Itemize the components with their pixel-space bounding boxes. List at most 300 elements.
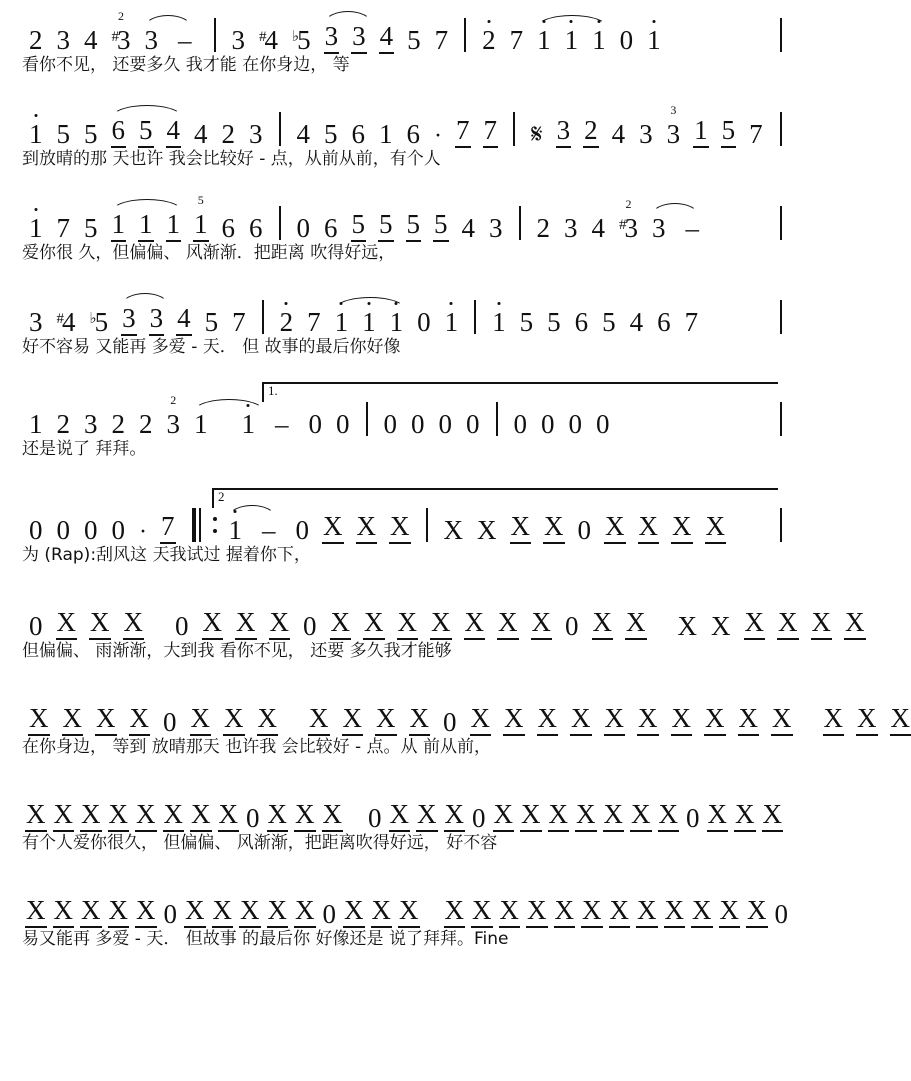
rap-note: X (80, 801, 102, 832)
barline (279, 112, 281, 146)
aug-dash: – (685, 215, 701, 242)
note: 7 (455, 117, 471, 148)
note: 2 (536, 215, 552, 242)
repeat-dots (210, 508, 222, 542)
note: 4 (176, 305, 192, 336)
rap-note: X (95, 705, 117, 736)
note-row-4 (22, 296, 782, 336)
rap-note: X (671, 513, 693, 544)
rap-note: X (823, 705, 845, 736)
note: 6 (574, 309, 590, 336)
rap-note: X (548, 801, 570, 832)
rap-note: X (592, 609, 614, 640)
note: 4 (591, 215, 607, 242)
note: 3 (149, 305, 165, 336)
rap-note: X (444, 897, 466, 928)
note: 4 (83, 27, 99, 54)
rap-note: X (108, 801, 130, 832)
rap-note: 0 (28, 613, 44, 640)
rap-note: 0 (162, 709, 178, 736)
lyric-row-9 (22, 834, 782, 864)
sheet-music-page (0, 14, 800, 1081)
rap-note: X (604, 513, 626, 544)
note: 5 (204, 309, 220, 336)
note-row-2 (22, 108, 782, 148)
rap-note: 0 (367, 805, 383, 832)
note: 7 (56, 215, 72, 242)
barline (780, 206, 782, 240)
rap-note: X (53, 801, 75, 832)
note: 0 (28, 517, 44, 544)
barline (262, 300, 264, 334)
note: 0 (295, 517, 311, 544)
rap-note: X (777, 609, 799, 640)
system-6 (0, 504, 800, 576)
rap-note: X (554, 897, 576, 928)
note: 7 (434, 27, 450, 54)
rap-note: X (464, 609, 486, 640)
note: 7 (306, 309, 322, 336)
volta-label: 2 (218, 489, 225, 504)
note: 3 (28, 309, 44, 336)
rap-note: X (294, 801, 316, 832)
note: ♭5 (291, 27, 312, 54)
rap-note: X (363, 609, 385, 640)
note-row-7 (22, 600, 782, 640)
note: 0 (438, 411, 454, 438)
note: 0 (465, 411, 481, 438)
rap-note: X (343, 897, 365, 928)
rap-note: X (389, 513, 411, 544)
rap-note: 0 (685, 805, 701, 832)
rap-note: X (322, 801, 344, 832)
note: 7 (483, 117, 499, 148)
rap-note: X (503, 705, 525, 736)
note: 4 (611, 121, 627, 148)
note: 1 (28, 215, 44, 242)
rap-note: X (135, 801, 157, 832)
aug-dash: – (177, 27, 193, 54)
system-3 (0, 202, 800, 274)
rap-note: X (108, 897, 130, 928)
rap-note: X (811, 609, 833, 640)
rap-note: X (704, 705, 726, 736)
rap-note: X (202, 609, 224, 640)
rap-note: X (135, 897, 157, 928)
rap-note: X (658, 801, 680, 832)
rap-note: 0 (302, 613, 318, 640)
note-row-3 (22, 202, 782, 242)
note: 1 (389, 309, 405, 336)
note: 4 (461, 215, 477, 242)
rap-note: 0 (774, 901, 790, 928)
note: 5 (721, 117, 737, 148)
note: 0 (513, 411, 529, 438)
note: 3 (556, 117, 572, 148)
rap-note: X (575, 801, 597, 832)
note: 3 (56, 27, 72, 54)
rap-note: 0 (322, 901, 338, 928)
note: 0 (56, 517, 72, 544)
note: 1 (361, 309, 377, 336)
note: 0 (540, 411, 556, 438)
note: 5 1 (193, 211, 209, 242)
note: #4 (258, 27, 279, 54)
system-8 (0, 696, 800, 768)
note: 1 (28, 121, 44, 148)
note: 4 (379, 23, 395, 54)
rap-note: X (267, 801, 289, 832)
note: 1 (693, 117, 709, 148)
note: 5 (83, 121, 99, 148)
rap-note: X (294, 897, 316, 928)
rap-note: X (499, 897, 521, 928)
rap-note: X (707, 801, 729, 832)
rap-note: X (526, 897, 548, 928)
system-5 (0, 398, 800, 470)
barline (426, 508, 428, 542)
note: 2 (138, 411, 154, 438)
lyric-row-1 (22, 56, 782, 86)
rap-note: X (705, 513, 727, 544)
rap-note: X (239, 897, 261, 928)
note: 6 (656, 309, 672, 336)
note-row-1 (22, 14, 782, 54)
volta-bracket-2 (212, 488, 778, 508)
rap-note: X (637, 705, 659, 736)
note-row-8 (22, 696, 782, 736)
duration-dot: · (138, 520, 148, 544)
note: 3 (651, 215, 667, 242)
rap-note: X (691, 897, 713, 928)
note: 2 (28, 27, 44, 54)
rap-note: X (342, 705, 364, 736)
rap-note: X (510, 513, 532, 544)
note: 3 (231, 27, 247, 54)
rap-note: 0 (471, 805, 487, 832)
note: 6 (248, 215, 264, 242)
barline (464, 18, 466, 52)
lyric-text: 还是说了 拜拜。 (22, 440, 146, 459)
note: 1 (444, 309, 460, 336)
rap-note: X (330, 609, 352, 640)
lyric-row-3 (22, 244, 782, 274)
rap-note: X (389, 801, 411, 832)
note-row-10 (22, 888, 782, 928)
note: 0 (568, 411, 584, 438)
note: 7 (509, 27, 525, 54)
note: 5 (378, 211, 394, 242)
note: 3 (248, 121, 264, 148)
rap-note: X (409, 705, 431, 736)
rap-note: X (710, 613, 732, 640)
note: 3 (324, 23, 340, 54)
note: 0 (619, 27, 635, 54)
volta-bracket-1 (262, 382, 778, 402)
note: 4 (296, 121, 312, 148)
rap-note: X (677, 613, 699, 640)
rap-note: X (212, 897, 234, 928)
note: 3 (638, 121, 654, 148)
rap-note: X (398, 897, 420, 928)
note: 5 (433, 211, 449, 242)
barline (279, 206, 281, 240)
rap-note: X (80, 897, 102, 928)
rap-note: X (762, 801, 784, 832)
rap-note: 0 (174, 613, 190, 640)
note: 1 (193, 411, 209, 438)
rap-note: X (636, 897, 658, 928)
lyric-text: 有个人爱你很久， 但偏偏、 风渐渐，把距离吹得好远， 好不容 (22, 834, 497, 853)
rap-note: X (570, 705, 592, 736)
note: 0 (111, 517, 127, 544)
barline (519, 206, 521, 240)
rap-note: X (190, 705, 212, 736)
note: 3 (351, 23, 367, 54)
note: 0 (308, 411, 324, 438)
note: 1 (646, 27, 662, 54)
rap-note: X (308, 705, 330, 736)
rap-note: X (444, 801, 466, 832)
rap-note: X (609, 897, 631, 928)
rap-note: X (430, 609, 452, 640)
note: 1 (111, 211, 127, 242)
system-1 (0, 14, 800, 86)
note: 3 (144, 27, 160, 54)
rap-note: X (581, 897, 603, 928)
barline (780, 300, 782, 334)
rap-note: 0 (245, 805, 261, 832)
rap-note: X (630, 801, 652, 832)
note: 6 (221, 215, 237, 242)
barline (780, 508, 782, 542)
rap-note: X (664, 897, 686, 928)
lyric-text: 到放晴的那 天也许 我会比较好 - 点，从前从前，有个人 (22, 150, 441, 169)
note: 5 (546, 309, 562, 336)
lyric-text: 好不容易 又能再 多爱 - 天． 但 故事的最后你好像 (22, 338, 401, 357)
note: 0 (296, 215, 312, 242)
rap-note: X (603, 801, 625, 832)
repeat-barline (192, 508, 196, 542)
rap-note: X (771, 705, 793, 736)
rap-note: X (267, 897, 289, 928)
rap-note: X (25, 801, 47, 832)
note: 4 (193, 121, 209, 148)
rap-note: X (476, 517, 498, 544)
note: 5 (138, 117, 154, 148)
note: 5 (406, 211, 422, 242)
note: 1 (591, 27, 607, 54)
rap-note: X (638, 513, 660, 544)
lyric-text: 为 (Rap):刮风这 天我试过 握着你下， (22, 546, 311, 565)
barline (513, 112, 515, 146)
note: 1 (241, 411, 257, 438)
rap-note: X (235, 609, 257, 640)
note: 1 (378, 121, 394, 148)
note: 5 (601, 309, 617, 336)
system-4 (0, 296, 800, 368)
lyric-text: 爱你很 久，但偏偏、 风渐渐．把距离 吹得好远， (22, 244, 395, 263)
note: 0 (416, 309, 432, 336)
note: 0 (595, 411, 611, 438)
note: 6 (323, 215, 339, 242)
note: 1 (28, 411, 44, 438)
rap-note: X (470, 705, 492, 736)
rap-note: X (356, 513, 378, 544)
rap-note: X (416, 801, 438, 832)
note: 1 (491, 309, 507, 336)
rap-note: X (844, 609, 866, 640)
barline (496, 402, 498, 436)
rap-note: X (322, 513, 344, 544)
note: 1 (166, 211, 182, 242)
note-row-6 (22, 504, 782, 544)
note: 1 (564, 27, 580, 54)
duration-dot: · (433, 124, 443, 148)
rap-note: X (746, 897, 768, 928)
rap-note: X (493, 801, 515, 832)
rap-note: 0 (564, 613, 580, 640)
rap-note: X (471, 897, 493, 928)
note: 3 (83, 411, 99, 438)
note: ♭5 (89, 309, 110, 336)
note: 1 (138, 211, 154, 242)
note-row-9 (22, 792, 782, 832)
note: 3 (488, 215, 504, 242)
rap-note: X (53, 897, 75, 928)
system-7 (0, 600, 800, 672)
rap-note: X (28, 705, 50, 736)
rap-note: X (734, 801, 756, 832)
rap-note: X (269, 609, 291, 640)
rap-note: 0 (577, 517, 593, 544)
lyric-row-8 (22, 738, 782, 768)
note-row-5 (22, 398, 782, 438)
barline (199, 508, 201, 542)
rap-note: X (604, 705, 626, 736)
lyric-row-6 (22, 546, 782, 576)
lyric-row-7 (22, 642, 782, 672)
note: 6 (351, 121, 367, 148)
note: 5 (406, 27, 422, 54)
rap-note: X (257, 705, 279, 736)
rap-note: X (890, 705, 911, 736)
note: 7 (684, 309, 700, 336)
lyric-row-5 (22, 440, 782, 470)
rap-note: X (537, 705, 559, 736)
rap-note: X (856, 705, 878, 736)
note: 3 (563, 215, 579, 242)
note: 0 (335, 411, 351, 438)
segno-mark: 𝄋 (530, 121, 544, 148)
rap-note: X (719, 897, 741, 928)
note: 0 (83, 517, 99, 544)
rap-note: X (531, 609, 553, 640)
barline (366, 402, 368, 436)
note: 5 (351, 211, 367, 242)
note: #4 (56, 309, 77, 336)
rap-note: X (520, 801, 542, 832)
rap-note: 0 (163, 901, 179, 928)
lyric-text: 但偏偏、 雨渐渐，大到我 看你不见， 还要 多久我才能够 (22, 642, 452, 661)
rap-note: X (497, 609, 519, 640)
rap-note: X (443, 517, 465, 544)
note: 2 3 (166, 411, 182, 438)
rap-note: X (123, 609, 145, 640)
note: 3 3 (666, 121, 682, 148)
lyric-text: 看你不见， 还要多久 我才能 在你身边， 等 (22, 56, 350, 75)
system-10 (0, 888, 800, 960)
rap-note: X (397, 609, 419, 640)
system-9 (0, 792, 800, 864)
lyric-row-10 (22, 930, 782, 960)
note: 7 (748, 121, 764, 148)
note: 5 (519, 309, 535, 336)
rap-note: X (129, 705, 151, 736)
note: 3 (121, 305, 137, 336)
note: 7 (231, 309, 247, 336)
lyric-text: 易又能再 多爱 - 天． 但故事 的最后你 好像还是 说了拜拜。Fine (22, 930, 508, 949)
lyric-text: 在你身边， 等到 放晴那天 也许我 会比较好 - 点。从 前从前， (22, 738, 491, 757)
note: 0 (410, 411, 426, 438)
rap-note: X (375, 705, 397, 736)
volta-label: 1. (268, 383, 278, 398)
rap-note: X (89, 609, 111, 640)
aug-dash: – (274, 411, 290, 438)
note: 6 (406, 121, 422, 148)
rap-note: X (25, 897, 47, 928)
barline (780, 402, 782, 436)
note: 2 (111, 411, 127, 438)
barline (780, 18, 782, 52)
note: 2 (279, 309, 295, 336)
note: 2 (481, 27, 497, 54)
rap-note: X (184, 897, 206, 928)
note: 2 (221, 121, 237, 148)
barline (214, 18, 216, 52)
rap-note: 0 (442, 709, 458, 736)
rap-note: X (223, 705, 245, 736)
note: 4 (166, 117, 182, 148)
rap-note: X (625, 609, 647, 640)
rap-note: X (371, 897, 393, 928)
lyric-row-4 (22, 338, 782, 368)
note: 1 (334, 309, 350, 336)
note: 1 (228, 517, 244, 544)
note: 7 (160, 513, 176, 544)
note: 4 (629, 309, 645, 336)
rap-note: X (190, 801, 212, 832)
rap-note: X (56, 609, 78, 640)
barline (780, 112, 782, 146)
rap-note: X (671, 705, 693, 736)
aug-dash: – (261, 517, 277, 544)
note: 5 (56, 121, 72, 148)
note: 2 (56, 411, 72, 438)
note: 1 (536, 27, 552, 54)
rap-note: X (543, 513, 565, 544)
rap-note: X (163, 801, 185, 832)
rap-note: X (744, 609, 766, 640)
note: 5 (323, 121, 339, 148)
note: 0 (383, 411, 399, 438)
rap-note: X (738, 705, 760, 736)
note: 5 (83, 215, 99, 242)
system-2 (0, 108, 800, 180)
rap-note: X (62, 705, 84, 736)
note: 2 (583, 117, 599, 148)
note: 6 (111, 117, 127, 148)
